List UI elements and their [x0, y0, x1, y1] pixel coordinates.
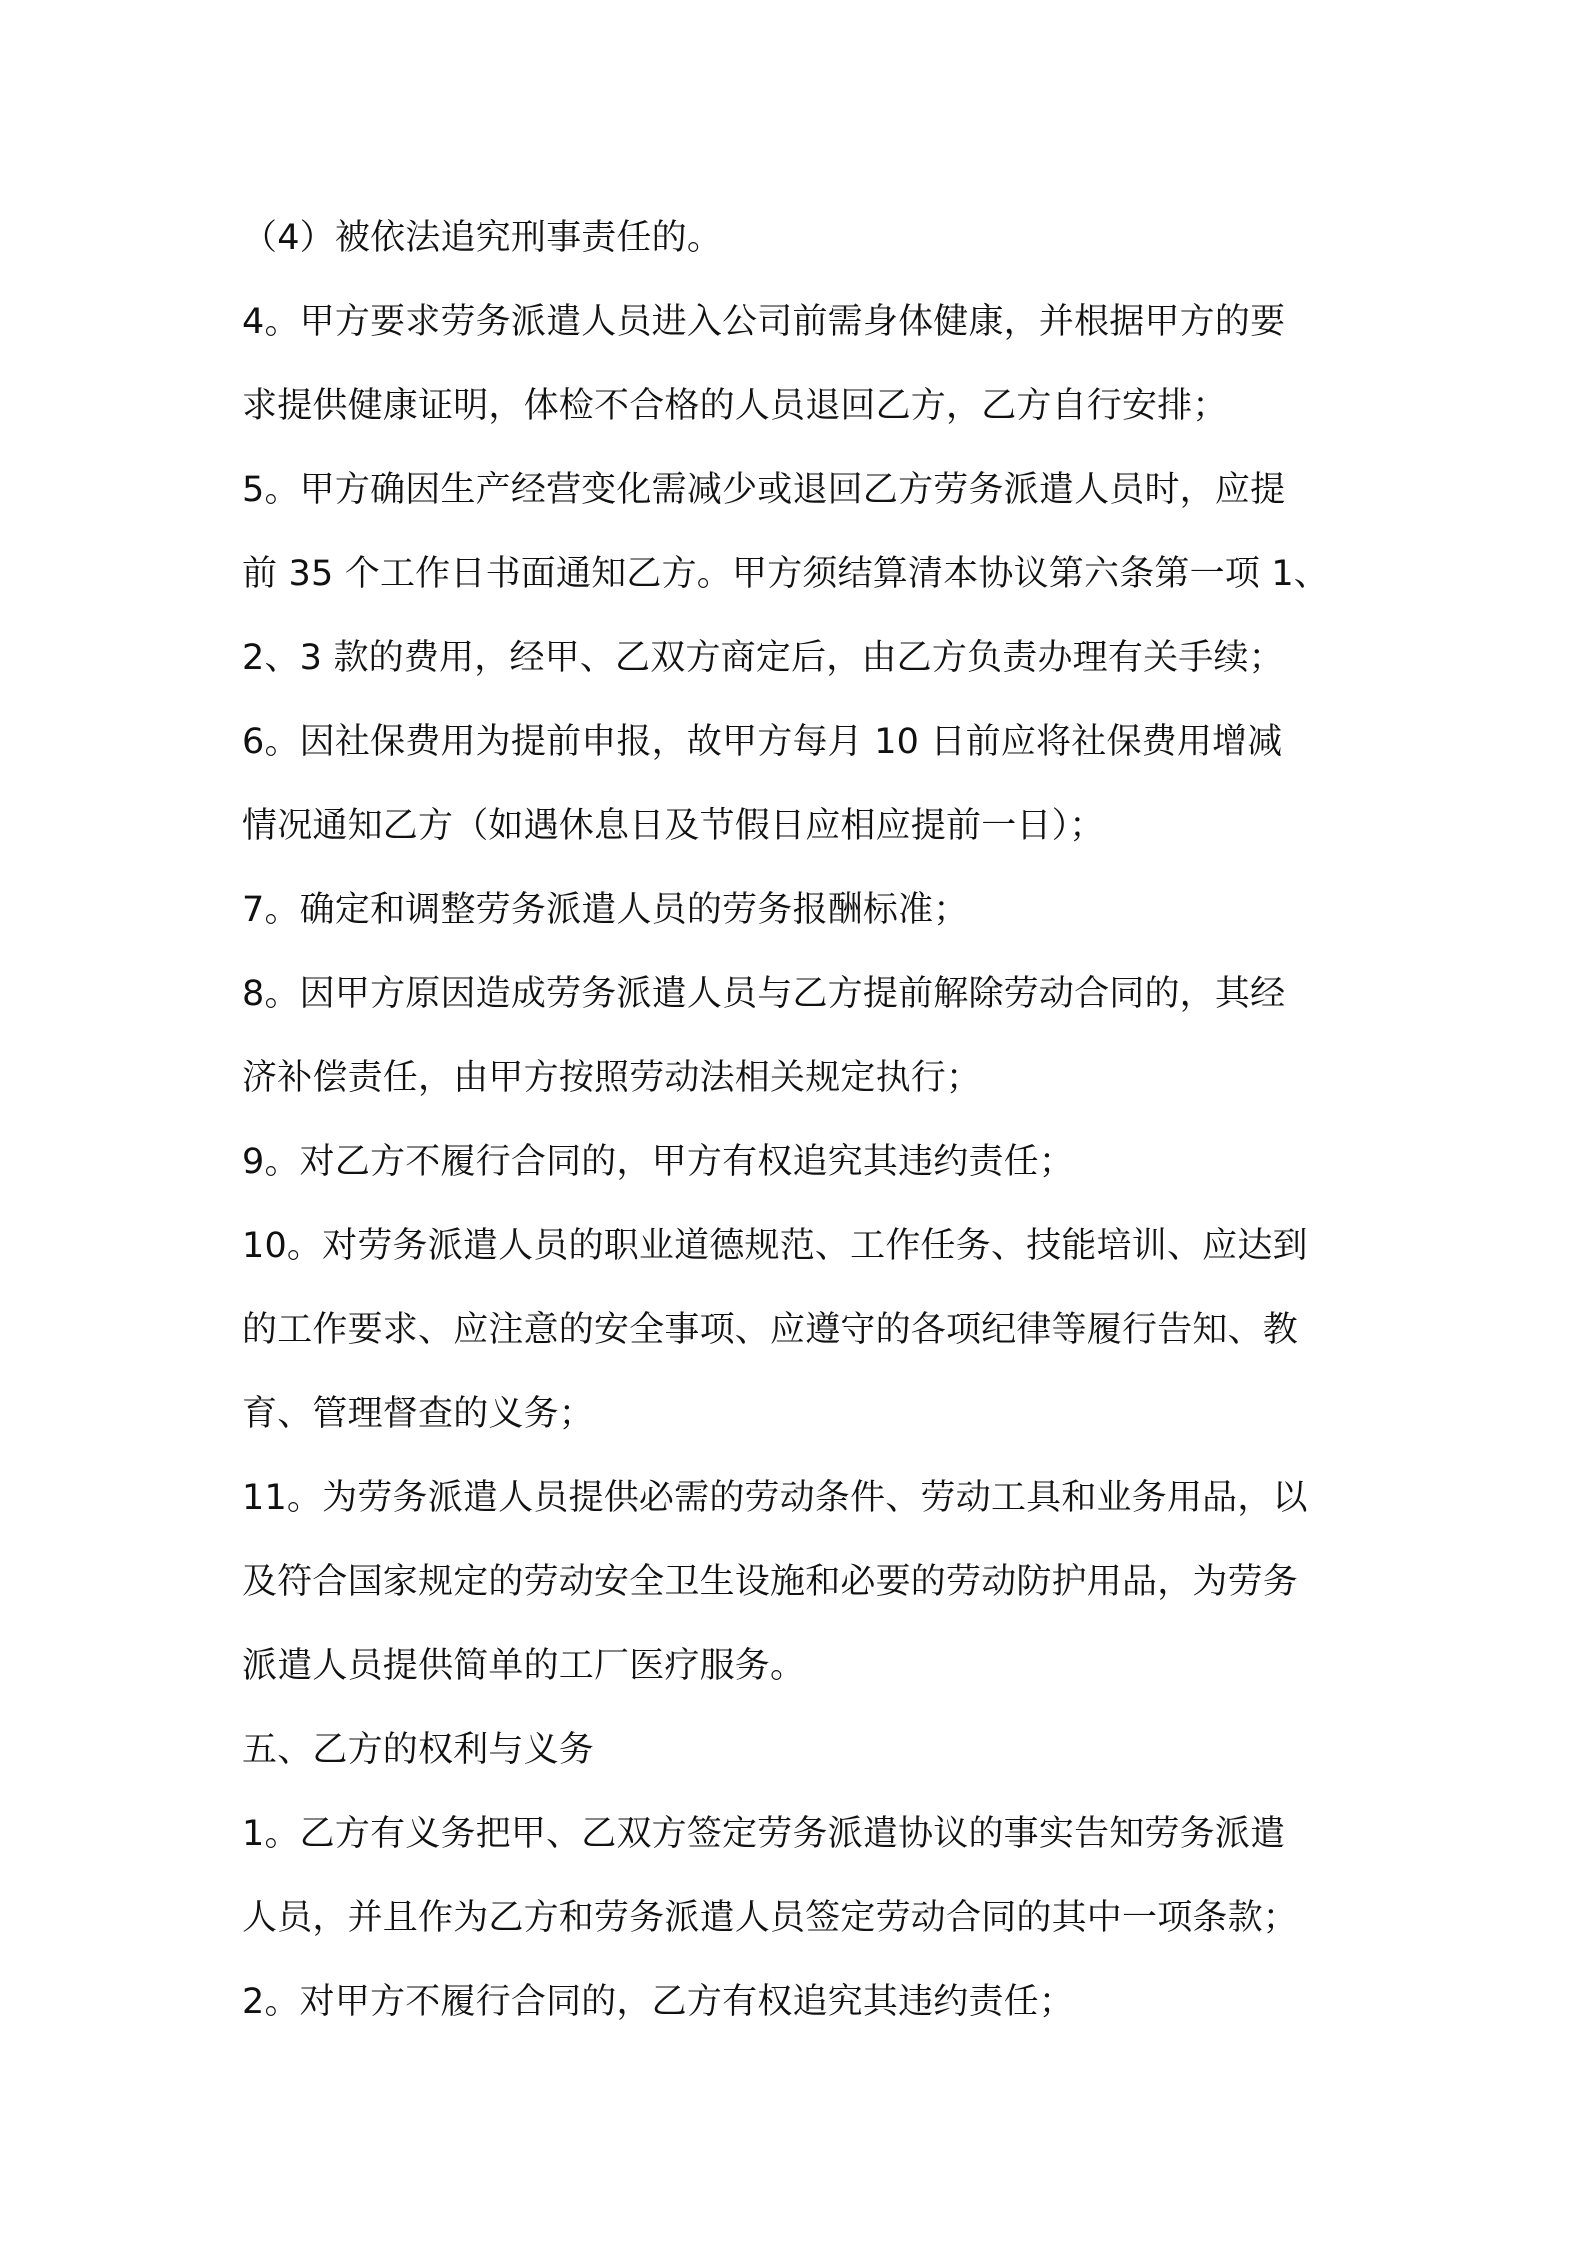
text-line: 2。对甲方不履行合同的，乙方有权追究其违约责任；: [242, 1982, 1075, 2022]
text-line: 求提供健康证明，体检不合格的人员退回乙方，乙方自行安排；: [242, 386, 1228, 426]
text-line: 育、管理督查的义务；: [242, 1394, 595, 1434]
text-line: 济补偿责任，由甲方按照劳动法相关规定执行；: [242, 1058, 982, 1098]
section-heading: 五、乙方的权利与义务: [242, 1730, 595, 1770]
text-line: 9。对乙方不履行合同的，甲方有权追究其违约责任；: [242, 1142, 1075, 1182]
text-line: 派遣人员提供简单的工厂医疗服务。: [242, 1646, 806, 1686]
text-line: 2、3 款的费用，经甲、乙双方商定后，由乙方负责办理有关手续；: [242, 638, 1284, 678]
text-line: 的工作要求、应注意的安全事项、应遵守的各项纪律等履行告知、教: [242, 1310, 1299, 1350]
text-line: 1。乙方有义务把甲、乙双方签定劳务派遣协议的事实告知劳务派遣: [242, 1814, 1286, 1854]
text-line: 10。对劳务派遣人员的职业道德规范、工作任务、技能培训、应达到: [242, 1226, 1308, 1266]
text-line: 情况通知乙方（如遇休息日及节假日应相应提前一日）；: [242, 806, 1105, 846]
text-line: （4）被依法追究刑事责任的。: [242, 218, 723, 258]
text-line: 及符合国家规定的劳动安全卫生设施和必要的劳动防护用品，为劳务: [242, 1562, 1299, 1602]
text-line: 人员，并且作为乙方和劳务派遣人员签定劳动合同的其中一项条款；: [242, 1898, 1299, 1938]
text-line: 前 35 个工作日书面通知乙方。甲方须结算清本协议第六条第一项 1、: [242, 554, 1329, 594]
text-line: 7。确定和调整劳务派遣人员的劳务报酬标准；: [242, 890, 969, 930]
text-line: 8。因甲方原因造成劳务派遣人员与乙方提前解除劳动合同的，其经: [242, 974, 1286, 1014]
text-line: 4。甲方要求劳务派遣人员进入公司前需身体健康，并根据甲方的要: [242, 302, 1286, 342]
text-line: 6。因社保费用为提前申报，故甲方每月 10 日前应将社保费用增减: [242, 722, 1283, 762]
document-body: [242, 196, 1362, 2044]
text-line: 11。为劳务派遣人员提供必需的劳动条件、劳动工具和业务用品，以: [242, 1478, 1308, 1518]
text-line: 5。甲方确因生产经营变化需减少或退回乙方劳务派遣人员时，应提: [242, 470, 1286, 510]
